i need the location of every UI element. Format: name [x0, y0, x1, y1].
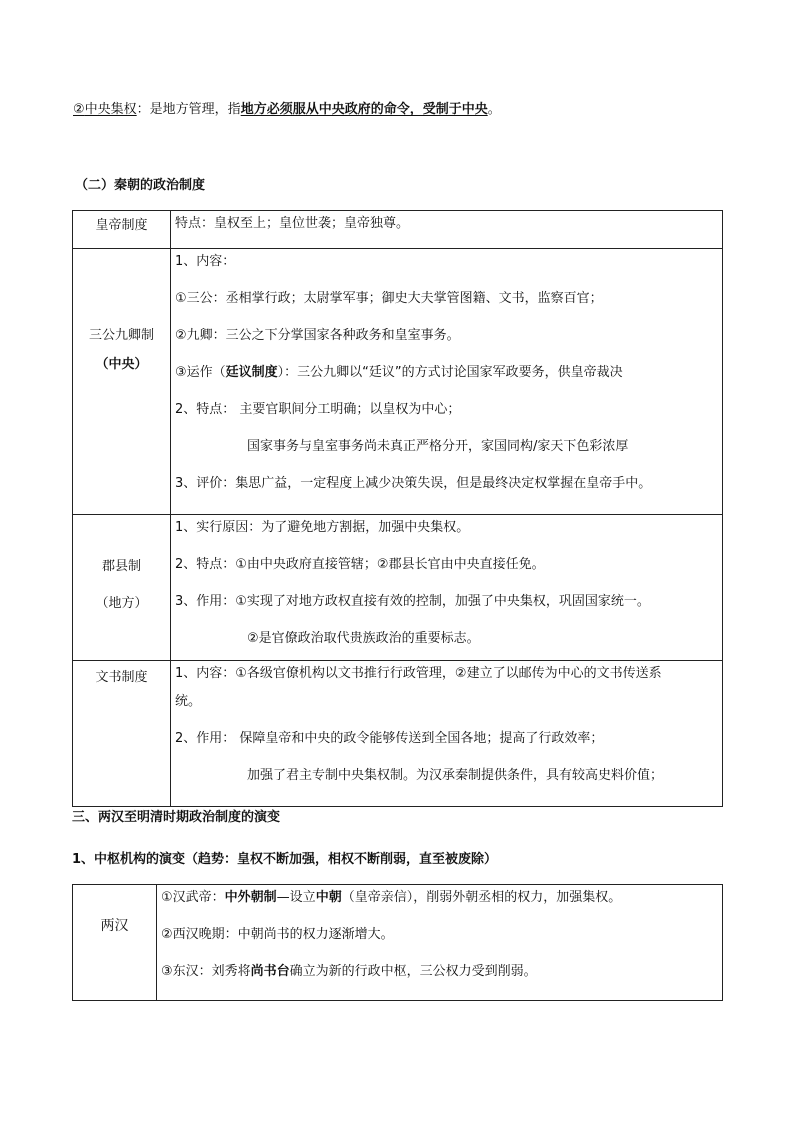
row-label-cell [73, 249, 171, 515]
intro-emphasis: 地方必须服从中央政府的命令，受制于中央 [240, 102, 488, 117]
content-line: 1、内容： [175, 254, 236, 269]
content-part: 确立为新的行政中枢，三公权力受到削弱。 [289, 964, 537, 979]
content-line: ②九卿：三公之下分掌国家各种政务和皇室事务。 [175, 328, 460, 343]
content-part: ）：三公九卿以“廷议”的方式讨论国家军政要务，供皇帝裁决 [277, 365, 623, 380]
row-label-cell [73, 885, 157, 1001]
content-line: ①三公：丞相掌行政；太尉掌军事；御史大夫掌管图籍、文书，监察百官； [175, 291, 603, 306]
row-content-cell [171, 249, 723, 515]
subsection-title-central-organs: 1、中枢机构的演变（趋势：皇权不断加强，相权不断削弱，直至被废除） [72, 852, 498, 867]
row-text: 特点：皇权至上；皇位世袭；皇帝独尊。 [175, 216, 410, 231]
table-row-three-lords [73, 249, 723, 515]
row-label-cell [73, 515, 171, 661]
intro-line [73, 98, 501, 117]
content-line: 国家事务与皇室事务尚未真正严格分开，家国同构/家天下色彩浓厚 [247, 439, 629, 454]
content-line [157, 885, 722, 925]
content-part: —设立 [276, 890, 316, 905]
row-content-cell [171, 515, 723, 661]
intro-term: 中央集权 [84, 102, 137, 117]
content-line: 统。 [175, 694, 202, 709]
intro-end: 。 [487, 102, 501, 117]
content-part: ③东汉：刘秀将 [161, 964, 251, 979]
table-row-commandery-county [73, 515, 723, 661]
content-emphasis: 中外朝制 [224, 890, 277, 905]
content-emphasis: 廷议制度 [225, 365, 278, 380]
content-line: 1、实行原因：为了避免地方割据，加强中央集权。 [175, 520, 470, 535]
section-title-evolution: 三、两汉至明清时期政治制度的演变 [72, 810, 281, 825]
row-content-cell [157, 885, 723, 1001]
intro-number: ② [73, 102, 85, 117]
content-line [157, 962, 722, 982]
content-part: ①汉武帝： [161, 890, 225, 905]
han-dynasty-table [72, 884, 723, 1001]
content-line: 2、特点： 主要官职间分工明确；以皇权为中心； [175, 402, 461, 417]
content-line: ②西汉晚期：中朝尚书的权力逐渐增大。 [161, 927, 394, 942]
row-content-cell [171, 661, 723, 807]
row-content-cell [171, 211, 723, 249]
row-label: 两汉 [100, 918, 129, 934]
row-label: 郡县制 [101, 559, 141, 574]
row-label-cell [73, 211, 171, 249]
qin-political-system-table [72, 210, 723, 807]
content-part: （皇帝亲信），削弱外朝丞相的权力，加强集权。 [341, 890, 622, 905]
content-line: 3、作用：①实现了对地方政权直接有效的控制，加强了中央集权，巩固国家统一。 [175, 594, 650, 609]
content-line: 2、作用： 保障皇帝和中央的政令能够传送到全国各地；提高了行政效率； [175, 731, 604, 746]
content-line [171, 363, 722, 400]
row-sublabel: （地方） [95, 596, 148, 611]
content-line: 2、特点：①由中央政府直接管辖；②郡县长官由中央直接任免。 [175, 557, 545, 572]
intro-colon: ：是地方管理，指 [136, 102, 241, 117]
row-label: 三公九卿制 [88, 328, 154, 343]
content-emphasis: 尚书台 [250, 964, 290, 979]
content-emphasis: 中朝 [315, 890, 342, 905]
row-sublabel: （中央） [95, 357, 148, 372]
content-line: 1、内容：①各级官僚机构以文书推行行政管理，②建立了以邮传为中心的文书传送系 [175, 666, 662, 681]
table-row-emperor-system [73, 211, 723, 249]
table-row-two-han [73, 885, 723, 1001]
section-title-qin: （二）秦朝的政治制度 [75, 178, 206, 193]
row-label-cell [73, 661, 171, 807]
row-label: 文书制度 [95, 670, 148, 685]
content-line: 加强了君主专制中央集权制。为汉承秦制提供条件，具有较高史料价值； [247, 768, 664, 783]
content-line: 3、评价：集思广益，一定程度上减少决策失误，但是最终决定权掌握在皇帝手中。 [175, 476, 652, 491]
row-label: 皇帝制度 [95, 218, 148, 233]
content-line: ②是官僚政治取代贵族政治的重要标志。 [247, 631, 480, 646]
content-part: ③运作（ [175, 365, 226, 380]
table-row-document-system [73, 661, 723, 807]
